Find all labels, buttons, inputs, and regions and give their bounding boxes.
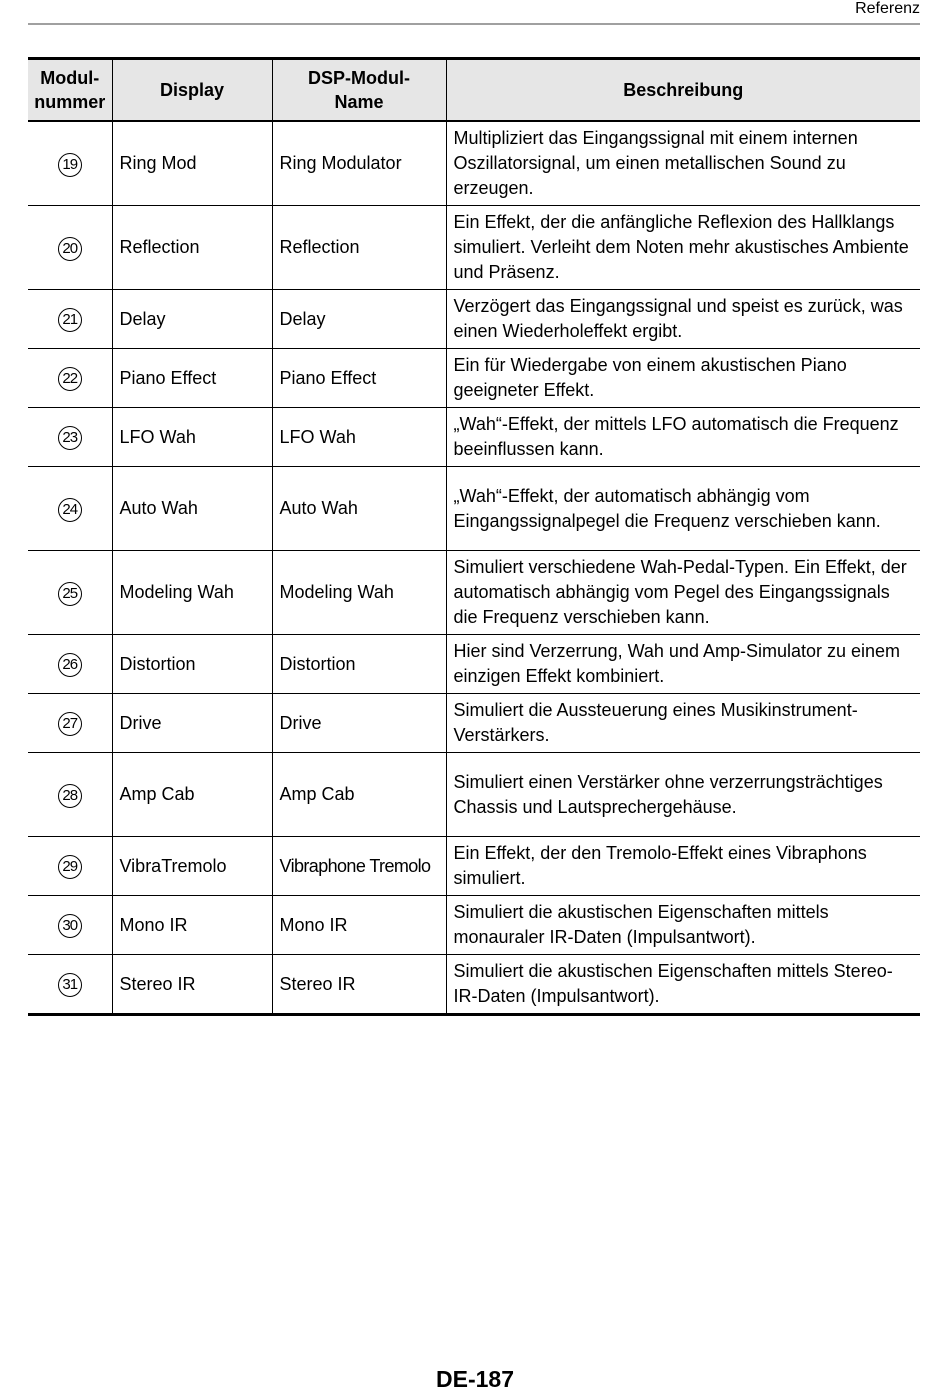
description-cell: Verzögert das Eingangssignal und speist es zurück, was einen Wiederholeffekt ergibt. bbox=[446, 290, 920, 349]
dsp-name-cell: Delay bbox=[272, 290, 446, 349]
module-number-cell bbox=[28, 955, 112, 1015]
table-row bbox=[28, 837, 920, 896]
description-cell: Simuliert die akustischen Eigenschaften mittels monauraler IR-Daten (Impulsantwort). bbox=[446, 896, 920, 955]
display-cell: Piano Effect bbox=[112, 349, 272, 408]
header-display bbox=[112, 59, 272, 122]
table-row bbox=[28, 896, 920, 955]
circled-number-icon: 29 bbox=[58, 855, 82, 879]
module-number-cell bbox=[28, 635, 112, 694]
module-number-cell bbox=[28, 694, 112, 753]
header-module-number bbox=[28, 59, 112, 122]
dsp-name-cell: Distortion bbox=[272, 635, 446, 694]
circled-number-icon: 23 bbox=[58, 426, 82, 450]
header-dsp-module-name bbox=[272, 59, 446, 122]
module-number-cell bbox=[28, 896, 112, 955]
header-label: Beschreibung bbox=[623, 80, 744, 100]
display-cell: Distortion bbox=[112, 635, 272, 694]
circled-number-icon: 28 bbox=[58, 784, 82, 808]
header-label: DSP-Modul- Name bbox=[308, 68, 410, 112]
table-row bbox=[28, 694, 920, 753]
dsp-name-cell: Auto Wah bbox=[272, 467, 446, 551]
display-cell: LFO Wah bbox=[112, 408, 272, 467]
display-cell: Amp Cab bbox=[112, 753, 272, 837]
page-number: DE-187 bbox=[436, 1366, 514, 1392]
circled-number-icon: 22 bbox=[58, 367, 82, 391]
display-cell: Auto Wah bbox=[112, 467, 272, 551]
display-cell: Ring Mod bbox=[112, 121, 272, 206]
module-number-cell bbox=[28, 349, 112, 408]
circled-number-icon: 20 bbox=[58, 237, 82, 261]
section-title: Referenz bbox=[855, 0, 920, 17]
circled-number-icon: 21 bbox=[58, 308, 82, 332]
header-label: Display bbox=[159, 80, 225, 100]
display-cell: Stereo IR bbox=[112, 955, 272, 1015]
table-body bbox=[28, 121, 920, 1015]
display-cell: VibraTremolo bbox=[112, 837, 272, 896]
description-cell: Ein für Wiedergabe von einem akustischen Piano geeigneter Effekt. bbox=[446, 349, 920, 408]
dsp-module-table bbox=[28, 57, 920, 1016]
dsp-name-cell: Amp Cab bbox=[272, 753, 446, 837]
dsp-name-cell: Stereo IR bbox=[272, 955, 446, 1015]
description-cell: Ein Effekt, der die anfängliche Reflexion des Hallklangs simuliert. Verleiht dem Noten mehr akustisches Ambiente und Präsenz. bbox=[446, 206, 920, 290]
header-description bbox=[446, 59, 920, 122]
dsp-name-cell: Vibraphone Tremolo bbox=[272, 837, 446, 896]
description-cell: „Wah“-Effekt, der mittels LFO automatisch die Frequenz beeinflussen kann. bbox=[446, 408, 920, 467]
table-row bbox=[28, 290, 920, 349]
circled-number-icon: 26 bbox=[58, 653, 82, 677]
table-row bbox=[28, 206, 920, 290]
dsp-name-cell: Piano Effect bbox=[272, 349, 446, 408]
module-number-cell bbox=[28, 408, 112, 467]
module-number-cell bbox=[28, 290, 112, 349]
module-number-cell bbox=[28, 837, 112, 896]
dsp-name-cell: Drive bbox=[272, 694, 446, 753]
header-divider bbox=[28, 23, 920, 25]
table-row bbox=[28, 753, 920, 837]
table-row bbox=[28, 635, 920, 694]
table-row bbox=[28, 408, 920, 467]
dsp-name-cell: Ring Modulator bbox=[272, 121, 446, 206]
description-cell: Multipliziert das Eingangssignal mit einem internen Oszillatorsignal, um einen metallischen Sound zu erzeugen. bbox=[446, 121, 920, 206]
header-label: Modul- nummer bbox=[34, 68, 106, 112]
description-cell: Simuliert verschiedene Wah-Pedal-Typen. Ein Effekt, der automatisch abhängig vom Pegel des Eingangssignals die Frequenz verschieben kann. bbox=[446, 551, 920, 635]
description-cell: Hier sind Verzerrung, Wah und Amp-Simulator zu einem einzigen Effekt kombiniert. bbox=[446, 635, 920, 694]
table-row bbox=[28, 551, 920, 635]
dsp-name-cell: Mono IR bbox=[272, 896, 446, 955]
display-cell: Modeling Wah bbox=[112, 551, 272, 635]
display-cell: Reflection bbox=[112, 206, 272, 290]
description-cell: Simuliert die akustischen Eigenschaften mittels Stereo-IR-Daten (Impulsantwort). bbox=[446, 955, 920, 1015]
circled-number-icon: 19 bbox=[58, 153, 82, 177]
circled-number-icon: 30 bbox=[58, 914, 82, 938]
module-number-cell bbox=[28, 467, 112, 551]
display-cell: Drive bbox=[112, 694, 272, 753]
description-cell: Simuliert die Aussteuerung eines Musikinstrument-Verstärkers. bbox=[446, 694, 920, 753]
dsp-name-cell: Reflection bbox=[272, 206, 446, 290]
dsp-name-cell: LFO Wah bbox=[272, 408, 446, 467]
module-number-cell bbox=[28, 551, 112, 635]
circled-number-icon: 27 bbox=[58, 712, 82, 736]
dsp-name-cell: Modeling Wah bbox=[272, 551, 446, 635]
circled-number-icon: 25 bbox=[58, 582, 82, 606]
module-number-cell bbox=[28, 753, 112, 837]
display-cell: Delay bbox=[112, 290, 272, 349]
table-row bbox=[28, 121, 920, 206]
description-cell: „Wah“-Effekt, der automatisch abhängig vom Eingangssignalpegel die Frequenz verschieben kann. bbox=[446, 467, 920, 551]
table-row bbox=[28, 467, 920, 551]
module-number-cell bbox=[28, 206, 112, 290]
table-row bbox=[28, 349, 920, 408]
module-number-cell bbox=[28, 121, 112, 206]
page-header bbox=[0, 0, 950, 26]
circled-number-icon: 31 bbox=[58, 973, 82, 997]
display-cell: Mono IR bbox=[112, 896, 272, 955]
table-header-row bbox=[28, 59, 920, 122]
table-row bbox=[28, 955, 920, 1015]
description-cell: Simuliert einen Verstärker ohne verzerrungsträchtiges Chassis und Lautsprechergehäuse. bbox=[446, 753, 920, 837]
description-cell: Ein Effekt, der den Tremolo-Effekt eines Vibraphons simuliert. bbox=[446, 837, 920, 896]
circled-number-icon: 24 bbox=[58, 498, 82, 522]
